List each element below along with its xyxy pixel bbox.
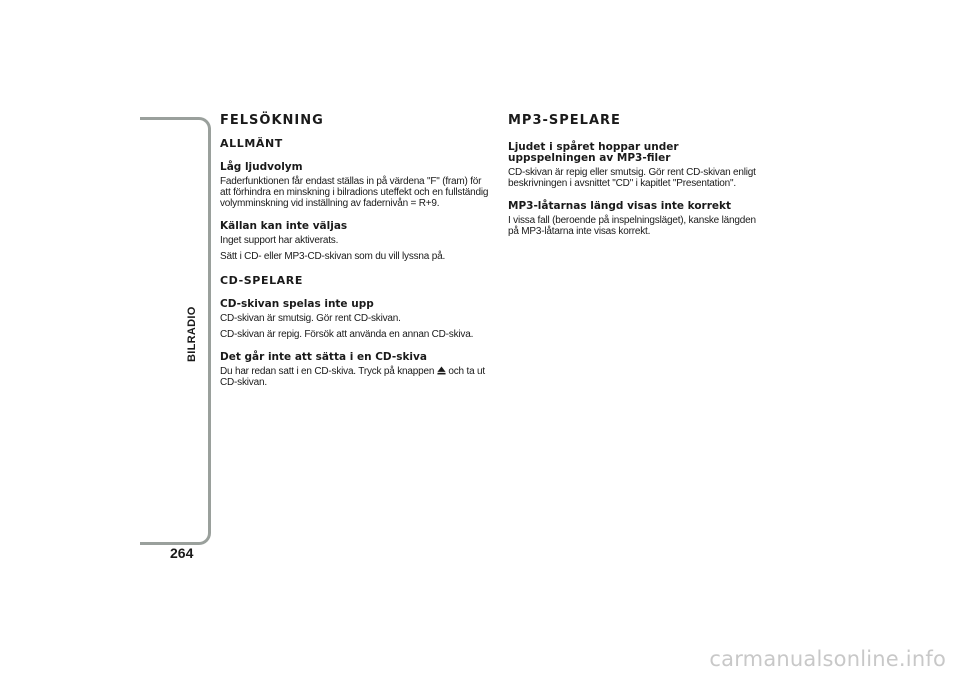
item-text	[220, 366, 492, 388]
side-label: BILRADIO	[186, 306, 198, 362]
item-heading: Ljudet i spåret hoppar under uppspelningen av MP3-filer	[508, 141, 679, 164]
page-frame	[140, 117, 211, 545]
subsection-title: CD-SPELARE	[220, 274, 303, 287]
item-text-part: och ta ut CD-skivan.	[220, 366, 485, 388]
item-text-part: Du har redan satt i en CD-skiva. Tryck på knappen	[220, 366, 435, 377]
item-text: Sätt i CD- eller MP3-CD-skivan som du vill lyssna på.	[220, 251, 446, 262]
item-text: CD-skivan är smutsig. Gör rent CD-skivan.	[220, 313, 401, 324]
item-heading: MP3-låtarnas längd visas inte korrekt	[508, 200, 732, 212]
item-text: I vissa fall (beroende på inspelningsläget), kanske längden på MP3-låtarna inte visas korrekt.	[508, 215, 756, 237]
item-heading: CD-skivan spelas inte upp	[220, 298, 374, 310]
item-text: Inget support har aktiverats.	[220, 235, 339, 246]
section-title: MP3-SPELARE	[508, 113, 621, 128]
item-text: CD-skivan är repig eller smutsig. Gör rent CD-skivan enligt beskrivningen i avsnittet "CD" i kapitlet "Presentation".	[508, 167, 756, 189]
item-heading: Låg ljudvolym	[220, 161, 303, 173]
watermark: carmanualsonline.info	[709, 647, 946, 671]
subsection-title: ALLMÄNT	[220, 137, 283, 150]
item-text: Faderfunktionen får endast ställas in på värdena "F" (fram) för att förhindra en minskning i bilradions uteffekt och en fullständig volymminskning vid inställning av fadernivån = R+9.	[220, 176, 489, 209]
section-title: FELSÖKNING	[220, 113, 324, 128]
right-column	[508, 113, 768, 242]
eject-icon	[437, 366, 446, 375]
left-column	[220, 113, 492, 393]
item-heading: Det går inte att sätta i en CD-skiva	[220, 351, 427, 363]
item-heading: Källan kan inte väljas	[220, 220, 348, 232]
item-text: CD-skivan är repig. Försök att använda en annan CD-skiva.	[220, 329, 474, 340]
page-number: 264	[170, 545, 194, 561]
